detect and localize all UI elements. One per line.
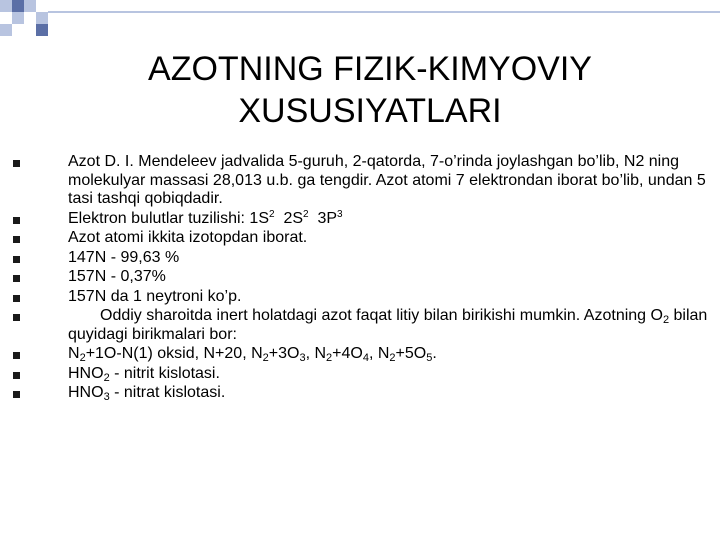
square-bullet-icon (13, 372, 20, 379)
bullet-item (10, 210, 710, 229)
bullet-text: 147N - 99,63 % (68, 248, 180, 266)
bullet-text: Elektron bulutlar tuzilishi: $1S^2$ $2S^2$ $3P^3$ (68, 208, 343, 227)
square-bullet-icon (13, 256, 20, 263)
slide-title (40, 48, 700, 132)
deco-square-light-5 (0, 24, 12, 36)
bullet-text: $HNO_3$ - nitrat kislotasi. (68, 384, 226, 403)
title-line-1: AZOTNING FIZIK-KIMYOVIY (148, 50, 592, 88)
bullet-text: 157N - 0,37% (68, 268, 166, 285)
deco-square-light-2 (24, 0, 36, 12)
bullet-item (10, 249, 710, 268)
bullet-item (10, 153, 710, 209)
bullet-text: $N_2+1O-N(1)$ oksid, N+20, $N_2+3O_3$, $N_2+4O_4$, $N_2+5O_5$. (68, 345, 437, 364)
bullet-item (10, 345, 710, 364)
bullet-item (10, 307, 710, 344)
bullet-text: 157N da 1 neytroni ko’p. (68, 287, 242, 305)
bullet-text: Oddiy sharoitda inert holatdagi azot faqat litiy bilan birikishi mumkin. Azotning $O_2$ bilan quyidagi birikmalari bor: (68, 307, 708, 343)
deco-square-light-4 (36, 12, 48, 24)
square-bullet-icon (13, 314, 20, 321)
square-bullet-icon (13, 217, 20, 224)
title-line-2: XUSUSIYATLARI (238, 92, 502, 130)
square-bullet-icon (13, 275, 20, 282)
square-bullet-icon (13, 295, 20, 302)
deco-square-light-1 (0, 0, 12, 12)
square-bullet-icon (13, 160, 20, 167)
bullet-item (10, 268, 710, 287)
bullet-item (10, 384, 710, 403)
deco-square-dark-2 (36, 24, 48, 36)
bullet-list (10, 153, 710, 404)
bullet-text: $HNO_2$ - nitrit kislotasi. (68, 364, 220, 384)
deco-square-white (24, 12, 36, 24)
square-bullet-icon (13, 236, 20, 243)
bullet-item (10, 288, 710, 307)
square-bullet-icon (13, 391, 20, 398)
bullet-item (10, 365, 710, 384)
square-bullet-icon (13, 352, 20, 359)
corner-decoration (0, 0, 720, 40)
bullet-item (10, 229, 710, 248)
bullet-text: Azot atomi ikkita izotopdan iborat. (68, 229, 308, 246)
deco-square-dark-1 (12, 0, 24, 12)
deco-square-light-3 (12, 12, 24, 24)
bullet-text: Azot D. I. Mendeleev jadvalida 5-guruh, 2-qatorda, 7-o’rinda joylashgan bo’lib, N2 ning molekulyar massasi 28,013 u.b. ga tengdir. Azot atomi 7 elektrondan iborat bo’lib, undan 5 tasi tashqi qobiqdadir. (68, 153, 706, 207)
